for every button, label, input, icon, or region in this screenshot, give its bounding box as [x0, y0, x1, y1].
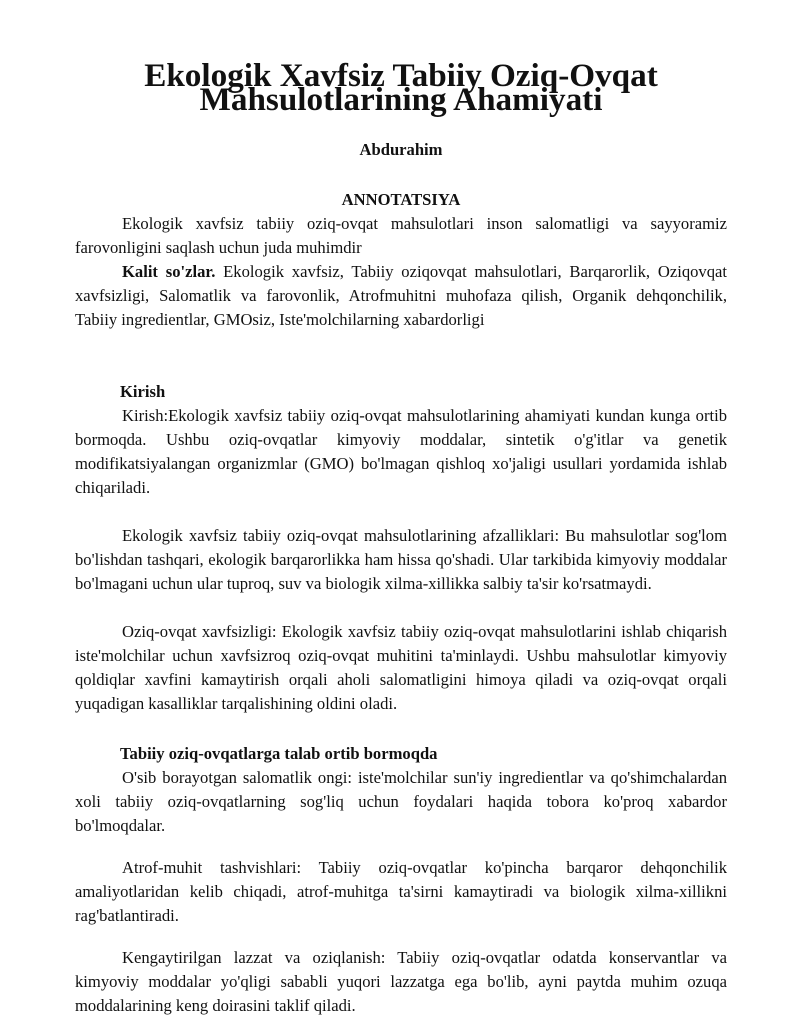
keywords-label: Kalit so'zlar. [122, 262, 216, 281]
keywords-paragraph [75, 260, 727, 332]
paragraph: O'sib borayotgan salomatlik ongi: iste'molchilar sun'iy ingredientlar va qo'shimchalardan xoli tabiiy oziq-ovqatlarning sog'liq uchun foydalari haqida tobora ko'proq xabardor bo'lmoqdalar. [75, 768, 727, 835]
document-author: Abdurahim [359, 140, 443, 159]
document-page [75, 57, 727, 1018]
paragraph: Ekologik xavfsiz tabiiy oziq-ovqat mahsulotlarining afzalliklari: Bu mahsulotlar sog'lom bo'lishdan tashqari, ekologik barqarorlikka ham hissa qo'shadi. Ular tarkibida kimyoviy moddalar bo'lmagani uchun ular tuproq, suv va biologik xilma-xillikka salbiy ta'sir ko'rsatmaydi. [75, 526, 727, 593]
paragraph: Oziq-ovqat xavfsizligi: Ekologik xavfsiz tabiiy oziq-ovqat mahsulotlarini ishlab chiqarish iste'molchilar uchun xavfsizroq oziq-ovqat muhitini ta'minlaydi. Ushbu mahsulotlar kimyoviy qoldiqlar xavfini kamaytirish orqali aholi salomatligini himoya qiladi va oziq-ovqat orqali yuqadigan kasalliklar tarqalishining oldini oladi. [75, 622, 727, 713]
paragraph: Kirish:Ekologik xavfsiz tabiiy oziq-ovqat mahsulotlarining ahamiyati kundan kunga ortib bormoqda. Ushbu oziq-ovqatlar kimyoviy moddalar, sintetik o'g'itlar va genetik modifikatsiyalangan organizmlar (GMO) bo'lmagan qishloq xo'jaligi usullari yordamida ishlab chiqariladi. [75, 406, 727, 497]
section-heading-demand: Tabiiy oziq-ovqatlarga talab ortib bormoqda [120, 744, 438, 763]
annotation-heading: ANNOTATSIYA [341, 190, 461, 209]
section-heading-kirish: Kirish [120, 382, 166, 401]
keywords-text: Ekologik xavfsiz, Tabiiy oziqovqat mahsulotlari, Barqarorlik, Oziqovqat xavfsizligi, Salomatlik va farovonlik, Atrofmuhitni muhofaza qilish, Organik dehqonchilik, Tabiiy ingredientlar, GMOsiz, Iste'molchilarning xabardorligi [75, 262, 727, 329]
annotation-text: Ekologik xavfsiz tabiiy oziq-ovqat mahsulotlari inson salomatligi va sayyoramiz farovonligini saqlash uchun juda muhimdir [75, 214, 727, 257]
paragraph: Atrof-muhit tashvishlari: Tabiiy oziq-ovqatlar ko'pincha barqaror dehqonchilik amaliyotlaridan kelib chiqadi, atrof-muhitga ta'sirni kamaytiradi va biologik xilma-xillikni rag'batlantiradi. [75, 858, 727, 925]
document-title: Ekologik Xavfsiz Tabiiy Oziq-Ovqat Mahsulotlarining Ahamiyati [144, 57, 658, 118]
paragraph: Kengaytirilgan lazzat va oziqlanish: Tabiiy oziq-ovqatlar odatda konservantlar va kimyoviy moddalar yo'qligi sababli yuqori lazzatga ega bo'lib, ayni paytda muhim ozuqa moddalarining keng doirasini taklif qiladi. [75, 948, 727, 1015]
